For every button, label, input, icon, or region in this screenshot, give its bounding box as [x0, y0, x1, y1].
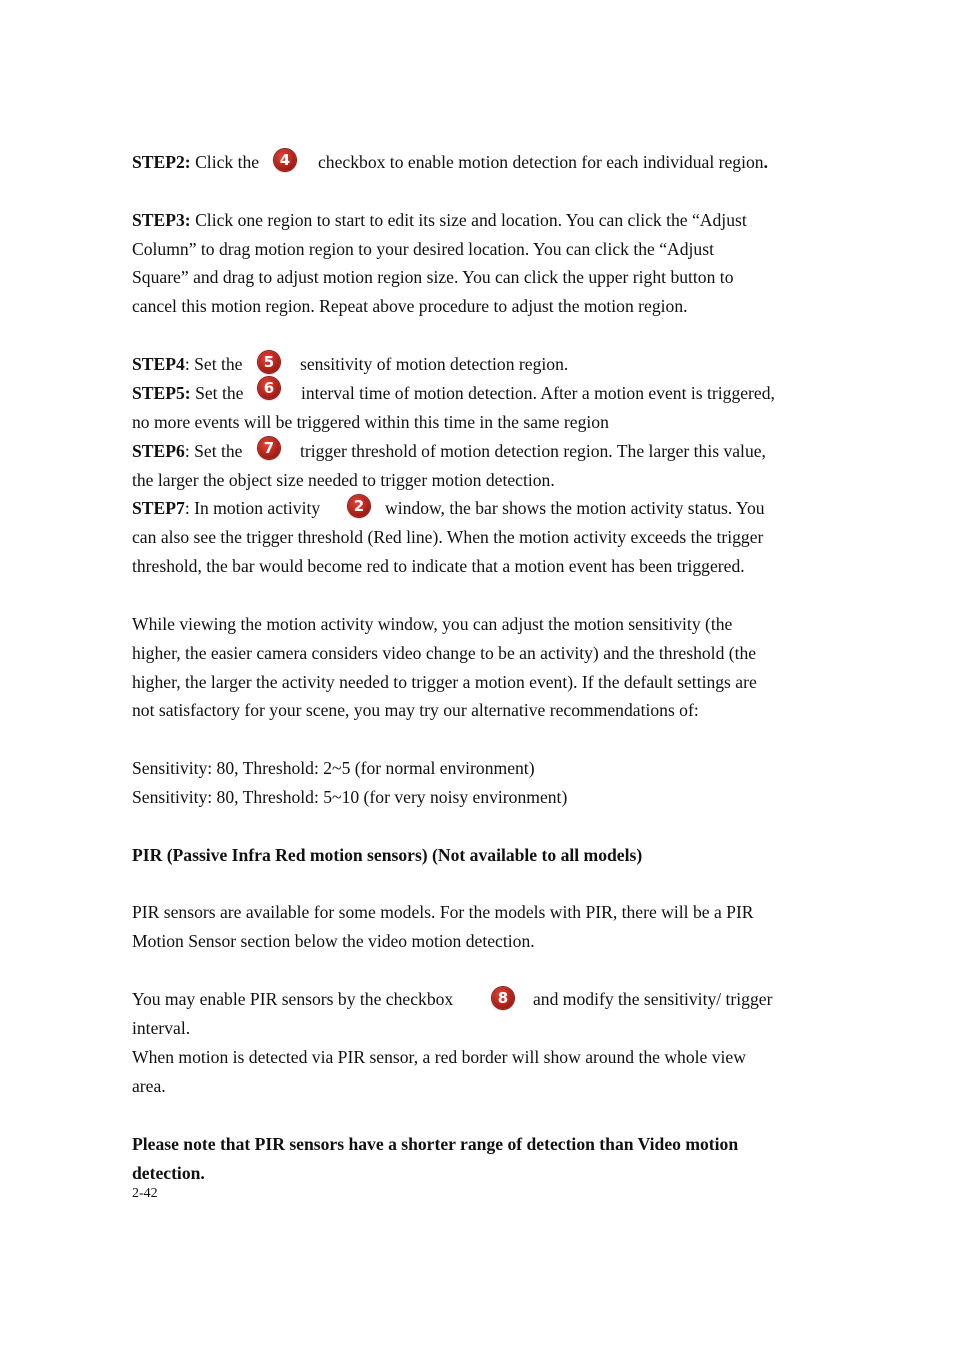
- step2-dot: .: [763, 152, 768, 172]
- step7-post: window, the bar shows the motion activity status. You: [385, 498, 765, 518]
- step6-line2: the larger the object size needed to trigger motion detection.: [132, 470, 555, 490]
- page-number: 2-42: [132, 1186, 158, 1201]
- callout-badge-6: 6: [258, 377, 280, 399]
- para3-line2: interval.: [132, 1018, 191, 1038]
- callout-badge-4: 4: [274, 149, 296, 171]
- recommendation-noisy: Sensitivity: 80, Threshold: 5~10 (for very noisy environment): [132, 787, 568, 807]
- para4-line1: When motion is detected via PIR sensor, a red border will show around the whole view: [132, 1047, 746, 1067]
- step5-line2: no more events will be triggered within this time in the same region: [132, 412, 609, 432]
- step3-line2: Column” to drag motion region to your desired location. You can click the “Adjust: [132, 239, 714, 259]
- recommendation-normal: Sensitivity: 80, Threshold: 2~5 (for normal environment): [132, 758, 535, 778]
- step6-label: STEP6: [132, 441, 185, 461]
- step3-label: STEP3:: [132, 210, 191, 230]
- step5-post: interval time of motion detection. After a motion event is triggered,: [301, 383, 775, 403]
- para3-post: and modify the sensitivity/ trigger: [533, 989, 773, 1009]
- step2-line: [132, 152, 259, 172]
- note-line2: detection.: [132, 1163, 205, 1183]
- step2-post: checkbox to enable motion detection for each individual region: [318, 152, 764, 172]
- callout-badge-7: 7: [258, 437, 280, 459]
- step3-line1: [132, 210, 747, 230]
- step4-pre: : Set the: [184, 354, 243, 374]
- step6-line1: [132, 441, 242, 461]
- step5-line1: [132, 383, 243, 403]
- para3-pre: You may enable PIR sensors by the checkbox: [132, 989, 454, 1009]
- step7-line3: threshold, the bar would become red to indicate that a motion event has been triggered.: [132, 556, 745, 576]
- step3-line3: Square” and drag to adjust motion region size. You can click the upper right button to: [132, 267, 734, 287]
- para2-line1: PIR sensors are available for some models. For the models with PIR, there will be a PIR: [132, 902, 754, 922]
- pir-heading: PIR (Passive Infra Red motion sensors) (Not available to all models): [132, 845, 643, 865]
- para4-line2: area.: [132, 1076, 166, 1096]
- callout-badge-2: 2: [348, 495, 370, 517]
- callout-badge-8: 8: [492, 987, 514, 1009]
- step6-pre: : Set the: [184, 441, 243, 461]
- step2-pre: Click the: [190, 152, 260, 172]
- para1-line3: higher, the larger the activity needed to trigger a motion event). If the default settings are: [132, 672, 757, 692]
- para1-line1: While viewing the motion activity window, you can adjust the motion sensitivity (the: [132, 614, 733, 634]
- step4-label: STEP4: [132, 354, 185, 374]
- step2-post-line: [318, 152, 768, 172]
- callout-badge-5: 5: [258, 351, 280, 373]
- step6-post: trigger threshold of motion detection region. The larger this value,: [300, 441, 766, 461]
- note-line1: Please note that PIR sensors have a shorter range of detection than Video motion: [132, 1134, 739, 1154]
- step4-line: [132, 354, 242, 374]
- para1-line2: higher, the easier camera considers video change to be an activity) and the threshold (the: [132, 643, 757, 663]
- step5-label: STEP5:: [132, 383, 191, 403]
- step7-label: STEP7: [132, 498, 185, 518]
- step4-post: sensitivity of motion detection region.: [300, 354, 569, 374]
- step3-text1: Click one region to start to edit its size and location. You can click the “Adjust: [190, 210, 747, 230]
- step5-pre: Set the: [190, 383, 244, 403]
- step2-label: STEP2:: [132, 152, 191, 172]
- step7-pre: : In motion activity: [184, 498, 321, 518]
- para1-line4: not satisfactory for your scene, you may try our alternative recommendations of:: [132, 700, 699, 720]
- step7-line2: can also see the trigger threshold (Red line). When the motion activity exceeds the trigger: [132, 527, 764, 547]
- para2-line2: Motion Sensor section below the video motion detection.: [132, 931, 535, 951]
- step3-line4: cancel this motion region. Repeat above procedure to adjust the motion region.: [132, 296, 688, 316]
- step7-line1: [132, 498, 320, 518]
